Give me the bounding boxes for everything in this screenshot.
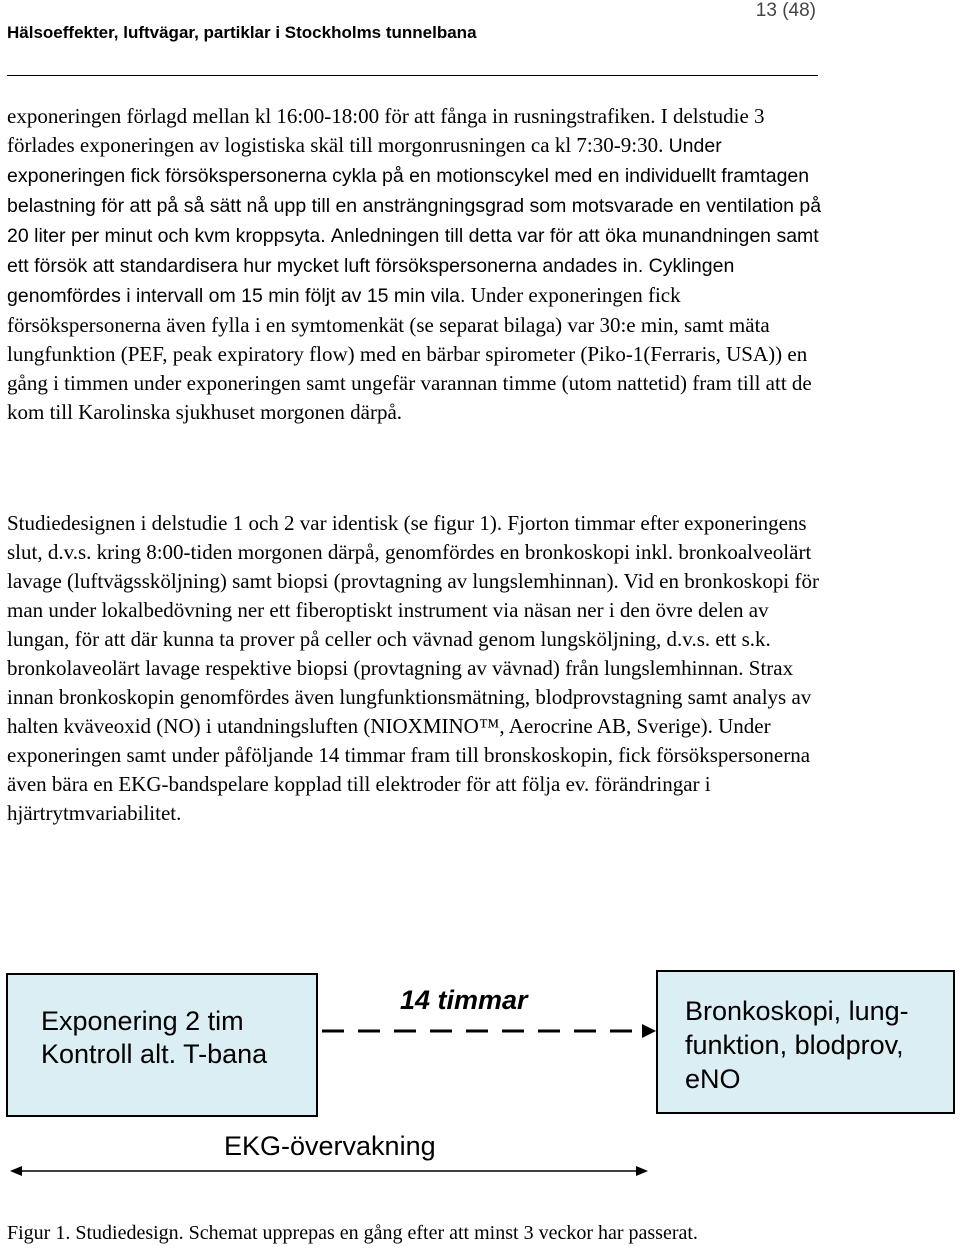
ekg-arrow-head-right <box>636 1166 648 1176</box>
dashed-arrow-head <box>642 1024 656 1038</box>
paragraph-2-text: Studiedesignen i delstudie 1 och 2 var identisk (se figur 1). Fjorton timmar efter exponeringens slut, d.v.s. kring 8:00-tiden morgonen därpå, genomfördes en bronkoskopi inkl. bronkoalveolärt lavage (luftvägssköljning) samt biopsi (provtagning av lungslemhinnan). Vid en bronkoskopi för man under lokalbedövning ner ett fiberoptiskt instrument via näsan ner i den övre delen av lungan, för att där kunna ta prover på celler och vävnad genom lungsköljning, d.v.s. ett s.k. bronkolaveolärt lavage respektive biopsi (provtagning av vävnad) från lungslemhinnan. Strax innan bronkoskopin genomfördes även lungfunktionsmätning, blodprovstagning samt analys av halten kväveoxid (NO) i utandningsluften (NIOXMINO™, Aerocrine AB, Sverige). Under exponeringen samt under påföljande 14 timmar fram till bronskoskopin, fick försökspersonerna även bära en EKG-bandspelare kopplad till elektroder för att följa ev. förändringar i hjärtrytmvariabilitet. <box>7 511 819 825</box>
ekg-label: EKG-övervakning <box>224 1131 436 1161</box>
paragraph-1-part-4: Under exponeringen fick försökspersonerna även fylla i en symtomenkät (se separat bilaga) var 30:e min, samt mäta lungfunktion (PEF, peak expiratory flow) med en bärbar spirometer (Piko-1(Ferraris, USA)) en gång i timmen under exponeringen samt ungefär varannan timme (utom nattetid) fram till att de kom till Karolinska sjukhuset morgonen därpå. <box>7 283 812 424</box>
ekg-arrow-head-left <box>10 1166 22 1176</box>
running-header: Hälsoeffekter, luftvägar, partiklar i Stockholms tunnelbana <box>7 23 477 42</box>
bronchoscopy-box-line-2: funktion, blodprov, <box>685 1030 904 1060</box>
paragraph-1-part-3: Anledningen till detta var för att öka munandningen samt ett försök att standardisera hur mycket luft försökspersonerna andades in. Cyklingen genomfördes i intervall om 15 min följt av 15 min vila. <box>7 225 819 307</box>
bronchoscopy-box-line-3: eNO <box>685 1064 741 1094</box>
exposure-box-line-1: Exponering 2 tim <box>41 1006 244 1036</box>
exposure-box-line-2: Kontroll alt. T-bana <box>41 1039 268 1069</box>
figure-caption: Figur 1. Studiedesign. Schemat upprepas en gång efter att minst 3 veckor har passerat. <box>7 1222 698 1244</box>
page-number: 13 (48) <box>755 0 816 21</box>
paragraph-1-part-1: exponeringen förlagd mellan kl 16:00-18:00 för att fånga in rusningstrafiken. I delstudie 3 förlades exponeringen av logistiska skäl till morgonrusningen ca kl 7:30-9:30. <box>7 104 765 157</box>
timeline-label: 14 timmar <box>400 985 528 1015</box>
paragraph-1-part-2: Under exponeringen fick försökspersonerna cykla på en motionscykel med en individuellt framtagen belastning för att på så sätt nå upp till en ansträngningsgrad som motsvarade en ventilation på 20 liter per minut och kvm kroppsyta. <box>7 135 822 247</box>
bronchoscopy-box-line-1: Bronkoskopi, lung- <box>685 996 909 1026</box>
